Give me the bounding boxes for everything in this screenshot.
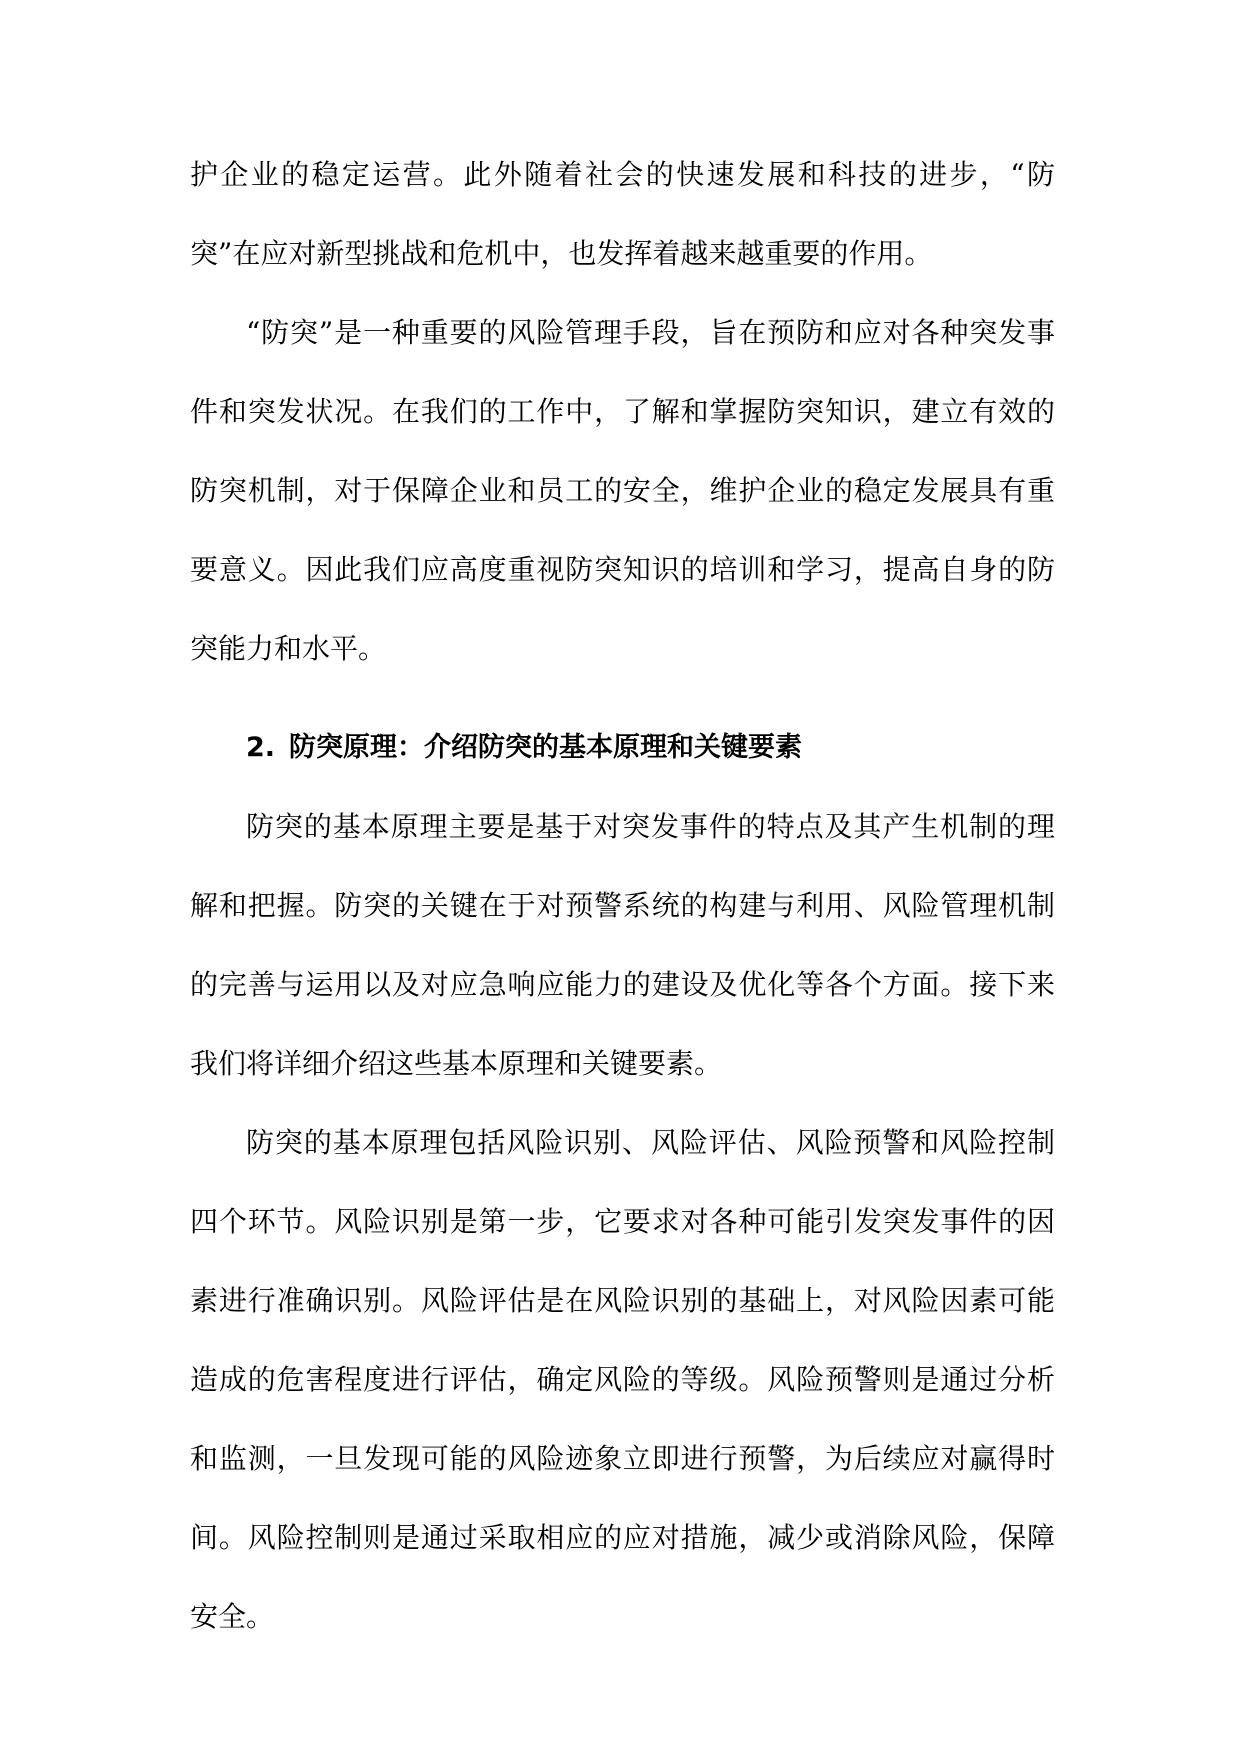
section-heading xyxy=(190,708,1055,787)
paragraph-principle-overview: 防突的基本原理主要是基于对突发事件的特点及其产生机制的理解和把握。防突的关键在于对预警系统的构建与利用、风险管理机制的完善与运用以及对应急响应能力的建设及优化等各个方面。接下来我们将详细介绍这些基本原理和关键要素。 xyxy=(190,810,1055,1080)
paragraph-fangtu-intro: “防突”是一种重要的风险管理手段，旨在预防和应对各种突发事件和突发状况。在我们的工作中，了解和掌握防突知识，建立有效的防突机制，对于保障企业和员工的安全，维护企业的稳定发展具有重要意义。因此我们应高度重视防突知识的培训和学习，提高自身的防突能力和水平。 xyxy=(190,316,1055,665)
paragraph-principle-steps: 防突的基本原理包括风险识别、风险评估、风险预警和风险控制四个环节。风险识别是第一步，它要求对各种可能引发突发事件的因素进行准确识别。风险评估是在风险识别的基础上，对风险因素可能造成的危害程度进行评估，确定风险的等级。风险预警则是通过分析和监测，一旦发现可能的风险迹象立即进行预警，为后续应对赢得时间。风险控制则是通过采取相应的应对措施，减少或消除风险，保障安全。 xyxy=(190,1126,1055,1633)
section-number: 2. xyxy=(246,732,276,763)
section-title: 防突原理：介绍防突的基本原理和关键要素 xyxy=(289,732,803,763)
document-body xyxy=(190,135,1055,1656)
paragraph-continued: 护企业的稳定运营。此外随着社会的快速发展和科技的进步，“防突”在应对新型挑战和危机中，也发挥着越来越重要的作用。 xyxy=(190,158,1055,270)
